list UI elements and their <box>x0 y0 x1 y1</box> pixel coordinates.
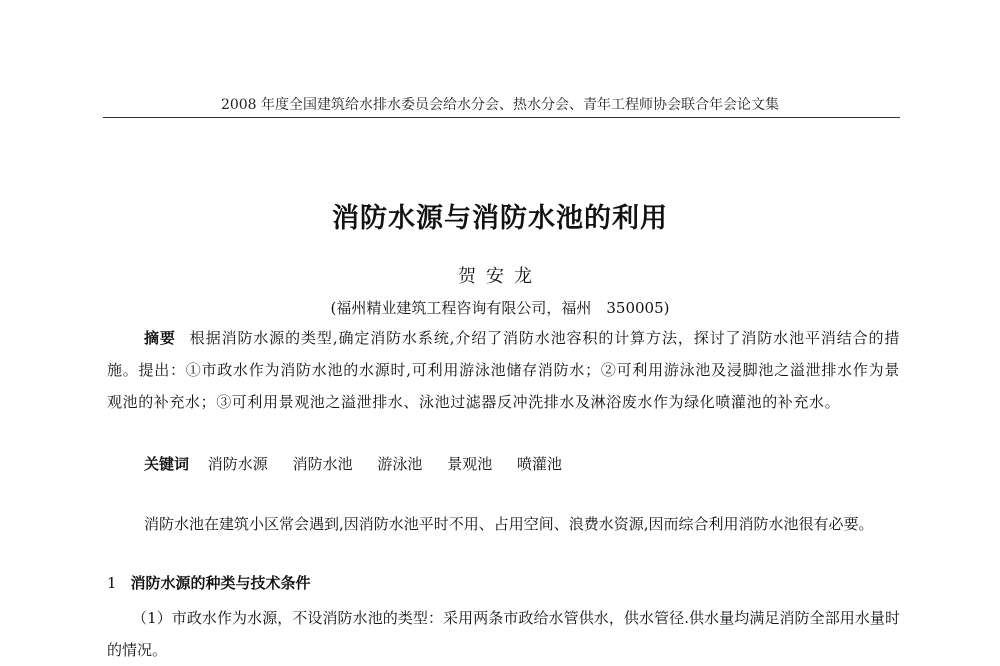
header-rule <box>103 117 900 118</box>
keyword: 消防水源 <box>207 455 268 473</box>
paper-title: 消防水源与消防水池的利用 <box>332 203 668 234</box>
intro-paragraph: 消防水池在建筑小区常会遇到,因消防水池平时不用、占用空间、浪费水资源,因而综合利用消防水池很有必要。 <box>144 515 874 533</box>
body-paragraph: （1）市政水作为水源，不设消防水池的类型：采用两条市政给水管供水，供水管径.供水量均满足消防全部用水量时的情况。 <box>107 609 900 659</box>
author-affiliation: (福州精业建筑工程咨询有限公司，福州 350005) <box>330 299 670 317</box>
author-name: 贺安龙 <box>458 266 542 287</box>
keywords <box>107 448 937 480</box>
section-number: 1 <box>107 574 117 592</box>
abstract-label: 摘要 <box>144 329 176 347</box>
keyword: 消防水池 <box>292 455 353 473</box>
keyword: 喷灌池 <box>516 455 562 473</box>
running-header: 2008 年度全国建筑给水排水委员会给水分会、热水分会、青年工程师协会联合年会论文集 <box>220 97 780 113</box>
keywords-label: 关键词 <box>144 455 190 473</box>
keyword: 游泳池 <box>377 455 423 473</box>
abstract <box>107 322 900 418</box>
abstract-text: 根据消防水源的类型,确定消防水系统,介绍了消防水池容积的计算方法，探讨了消防水池平消结合的措施。提出：①市政水作为消防水池的水源时,可利用游泳池储存消防水；②可利用游泳池及浸脚池之溢泄排水作为景观池的补充水；③可利用景观池之溢泄排水、泳池过滤器反冲洗排水及淋浴废水作为绿化喷灌池的补充水。 <box>107 329 901 411</box>
section-heading <box>107 572 311 593</box>
section-title: 消防水源的种类与技术条件 <box>130 574 311 592</box>
keyword: 景观池 <box>447 455 493 473</box>
